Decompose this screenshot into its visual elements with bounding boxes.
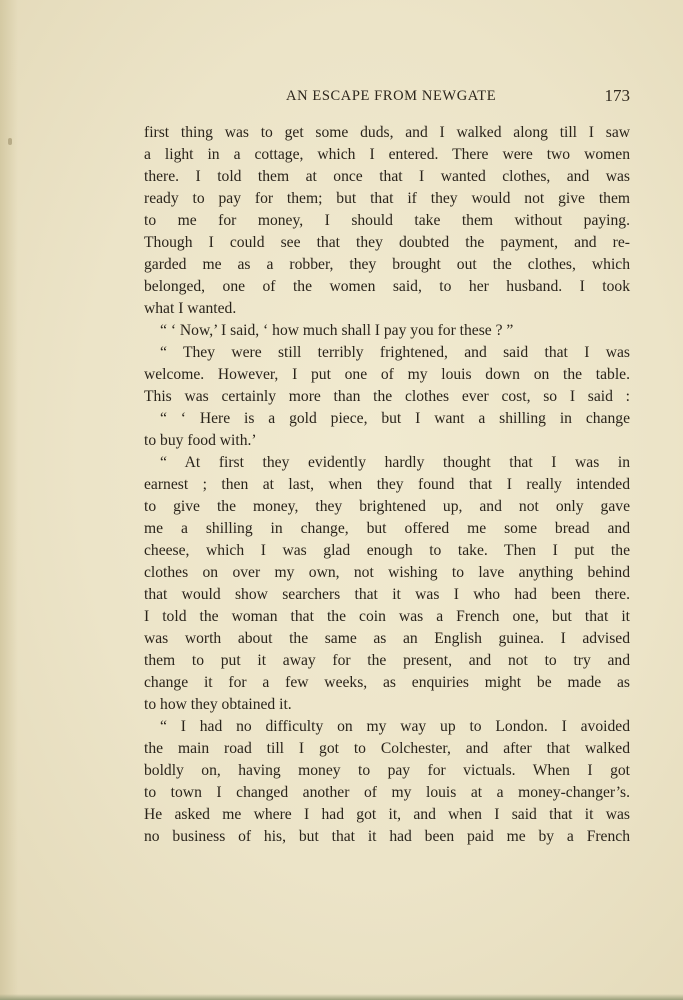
page-header <box>144 86 630 108</box>
text-line: the main road till I got to Colchester, and after that walked <box>144 740 630 757</box>
text-line: to town I changed another of my louis at a money-changer’s. <box>144 784 630 801</box>
text-line: earnest ; then at last, when they found that I really intended <box>144 476 630 493</box>
text-line: I told the woman that the coin was a French one, but that it <box>144 608 630 625</box>
page-number: 173 <box>604 86 630 105</box>
text-line: a light in a cottage, which I entered. There were two women <box>144 146 630 163</box>
paper-speck <box>8 138 12 145</box>
text-line: boldly on, having money to pay for victuals. When I got <box>144 762 630 779</box>
text-line: change it for a few weeks, as enquiries might be made as <box>144 674 630 691</box>
text-line: This was certainly more than the clothes ever cost, so I said : <box>144 388 630 405</box>
text-line: He asked me where I had got it, and when I said that it was <box>144 806 630 823</box>
text-line: was worth about the same as an English guinea. I advised <box>144 630 630 647</box>
text-line: “ They were still terribly frightened, and said that I was <box>160 344 630 361</box>
text-line: “ ‘ Now,’ I said, ‘ how much shall I pay you for these ? ” <box>160 322 514 339</box>
text-line: that would show searchers that it was I who had been there. <box>144 586 630 603</box>
text-line: ready to pay for them; but that if they would not give them <box>144 190 630 207</box>
page-bottom-edge <box>0 994 683 1000</box>
text-line: them to put it away for the present, and not to try and <box>144 652 630 669</box>
text-line: what I wanted. <box>144 300 237 317</box>
text-line: there. I told them at once that I wanted clothes, and was <box>144 168 630 185</box>
text-line: clothes on over my own, not wishing to lave anything behind <box>144 564 630 581</box>
text-line: to how they obtained it. <box>144 696 292 713</box>
text-line: Though I could see that they doubted the payment, and re- <box>144 234 630 251</box>
text-line: garded me as a robber, they brought out the clothes, which <box>144 256 630 273</box>
body-text <box>144 122 630 848</box>
text-line: cheese, which I was glad enough to take. Then I put the <box>144 542 630 559</box>
text-line: welcome. However, I put one of my louis down on the table. <box>144 366 630 383</box>
text-line: to give the money, they brightened up, and not only gave <box>144 498 630 515</box>
text-line: first thing was to get some duds, and I walked along till I saw <box>144 124 630 141</box>
text-line: to buy food with.’ <box>144 432 257 449</box>
text-line: me a shilling in change, but offered me some bread and <box>144 520 630 537</box>
text-line: “ I had no difficulty on my way up to London. I avoided <box>160 718 630 735</box>
text-line: “ At first they evidently hardly thought that I was in <box>160 454 630 471</box>
text-line: no business of his, but that it had been paid me by a French <box>144 828 630 845</box>
binding-shadow <box>0 0 18 1000</box>
text-line: to me for money, I should take them without paying. <box>144 212 630 229</box>
text-line: belonged, one of the women said, to her husband. I took <box>144 278 630 295</box>
running-head: AN ESCAPE FROM NEWGATE <box>286 88 497 104</box>
text-line: “ ‘ Here is a gold piece, but I want a shilling in change <box>160 410 630 427</box>
